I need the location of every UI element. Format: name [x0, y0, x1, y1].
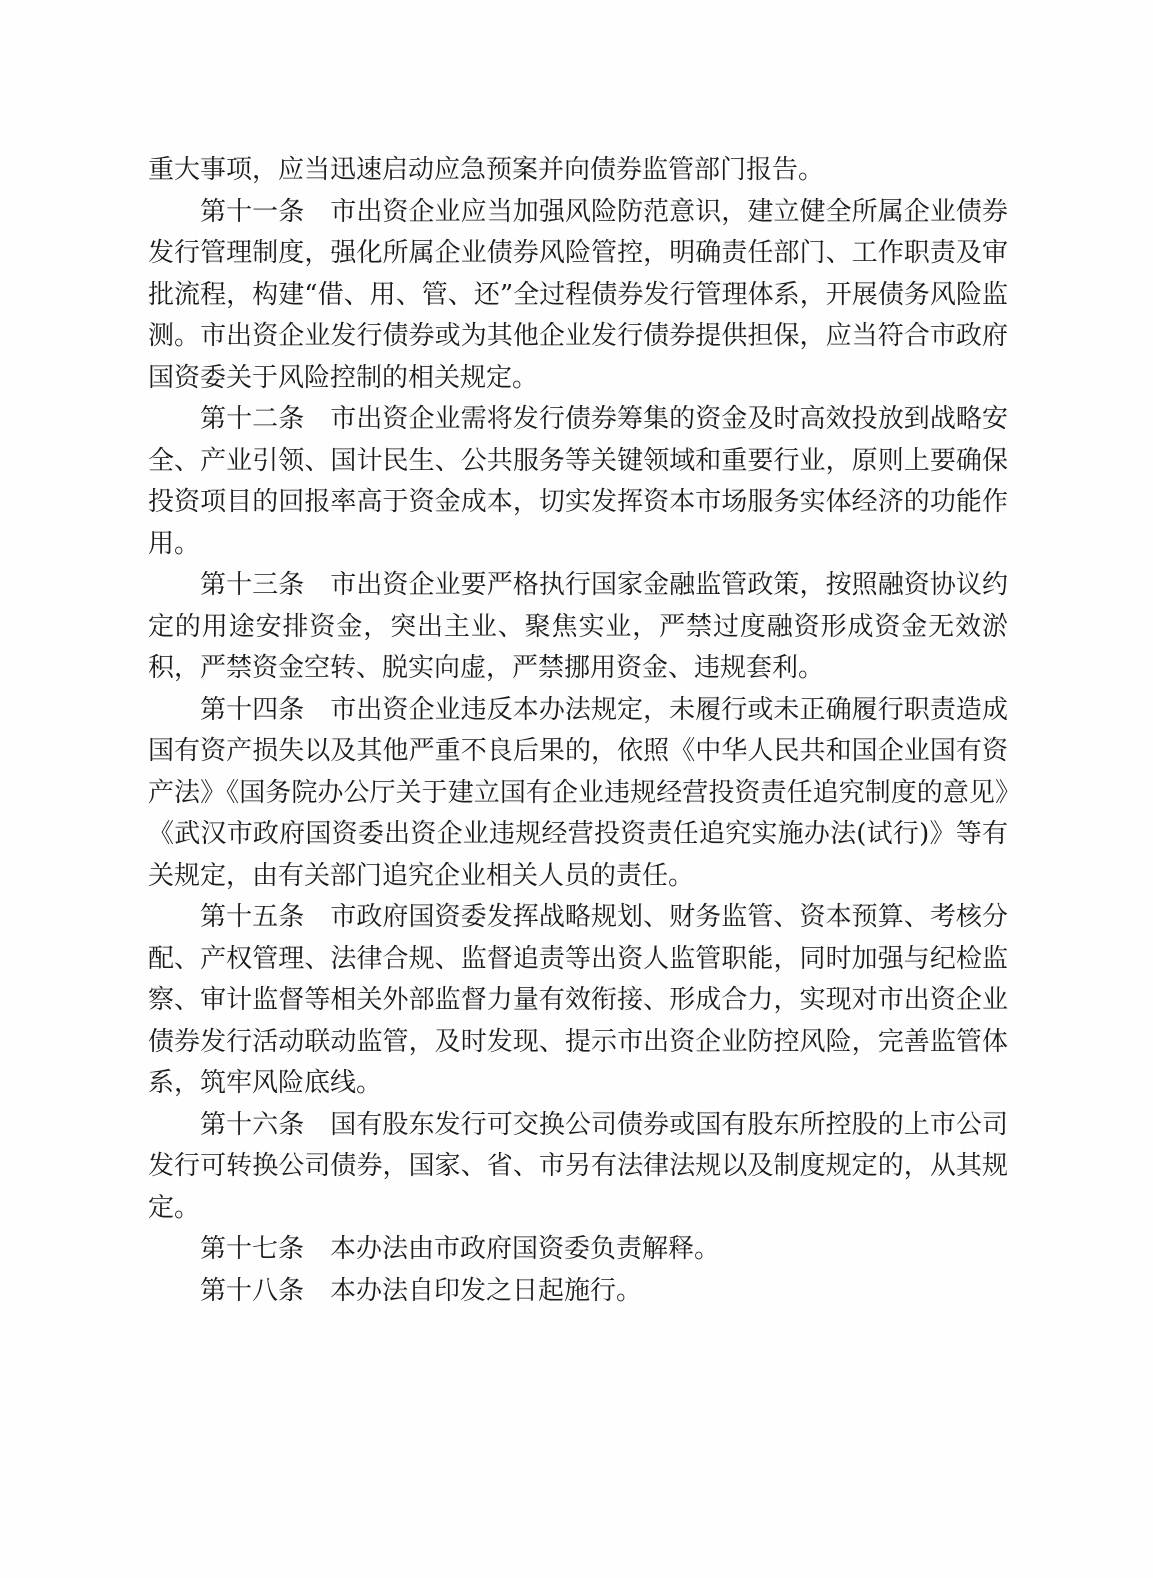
- paragraph-article-15: [148, 897, 1008, 1105]
- paragraph-article-12: [148, 399, 1008, 565]
- article-number-label: 第十二条: [200, 404, 305, 434]
- paragraph-text: 本办法由市政府国资委负责解释。: [330, 1234, 721, 1264]
- article-number-label: 第十八条: [200, 1275, 305, 1306]
- paragraph-article-17: [148, 1229, 1008, 1271]
- paragraph-article-13: [148, 565, 1008, 690]
- paragraph-article-14: [148, 690, 1008, 898]
- paragraph-text: 市出资企业需将发行债券筹集的资金及时高效投放到战略安全、产业引领、国计民生、公共服务等关键领域和重要行业，原则上要确保投资项目的回报率高于资金成本，切实发挥资本市场服务实体经济的功能作用。: [148, 404, 1008, 559]
- article-number-label: 第十五条: [200, 902, 305, 932]
- paragraph-text: 国有股东发行可交换公司债券或国有股东所控股的上市公司发行可转换公司债券，国家、省、市另有法律法规以及制度规定的，从其规定。: [148, 1109, 1008, 1223]
- article-number-label: 第十六条: [200, 1109, 305, 1140]
- paragraph-text: 重大事项，应当迅速启动应急预案并向债券监管部门报告。: [148, 155, 825, 185]
- paragraph-article-18: [148, 1271, 1008, 1313]
- paragraph-text: 本办法自印发之日起施行。: [330, 1275, 643, 1306]
- document-body: [148, 150, 1008, 1312]
- article-number-label: 第十三条: [200, 570, 305, 600]
- paragraph-text: 市政府国资委发挥战略规划、财务监管、资本预算、考核分配、产权管理、法律合规、监督追责等出资人监管职能，同时加强与纪检监察、审计监督等相关外部监督力量有效衔接、形成合力，实现对市出资企业债券发行活动联动监管，及时发现、提示市出资企业防控风险，完善监管体系，筑牢风险底线。: [148, 902, 1008, 1098]
- paragraph-article-11: [148, 192, 1008, 400]
- article-number-label: 第十四条: [200, 694, 305, 725]
- article-number-label: 第十七条: [200, 1234, 305, 1264]
- paragraph-text: 市出资企业违反本办法规定，未履行或未正确履行职责造成国有资产损失以及其他严重不良后果的，依照《中华人民共和国企业国有资产法》《国务院办公厅关于建立国有企业违规经营投资责任追究制度的意见》《武汉市政府国资委出资企业违规经营投资责任追究实施办法(试行)》等有关规定，由有关部门追究企业相关人员的责任。: [148, 694, 1008, 891]
- paragraph-text: 市出资企业应当加强风险防范意识，建立健全所属企业债券发行管理制度，强化所属企业债券风险管控，明确责任部门、工作职责及审批流程，构建“借、用、管、还”全过程债券发行管理体系，开展债务风险监测。市出资企业发行债券或为其他企业发行债券提供担保，应当符合市政府国资委关于风险控制的相关规定。: [148, 196, 1008, 393]
- paragraph-article-16: [148, 1105, 1008, 1230]
- article-number-label: 第十一条: [200, 196, 305, 227]
- paragraph-continuation: [148, 150, 1008, 192]
- paragraph-text: 市出资企业要严格执行国家金融监管政策，按照融资协议约定的用途安排资金，突出主业、聚焦实业，严禁过度融资形成资金无效淤积，严禁资金空转、脱实向虚，严禁挪用资金、违规套利。: [148, 570, 1008, 683]
